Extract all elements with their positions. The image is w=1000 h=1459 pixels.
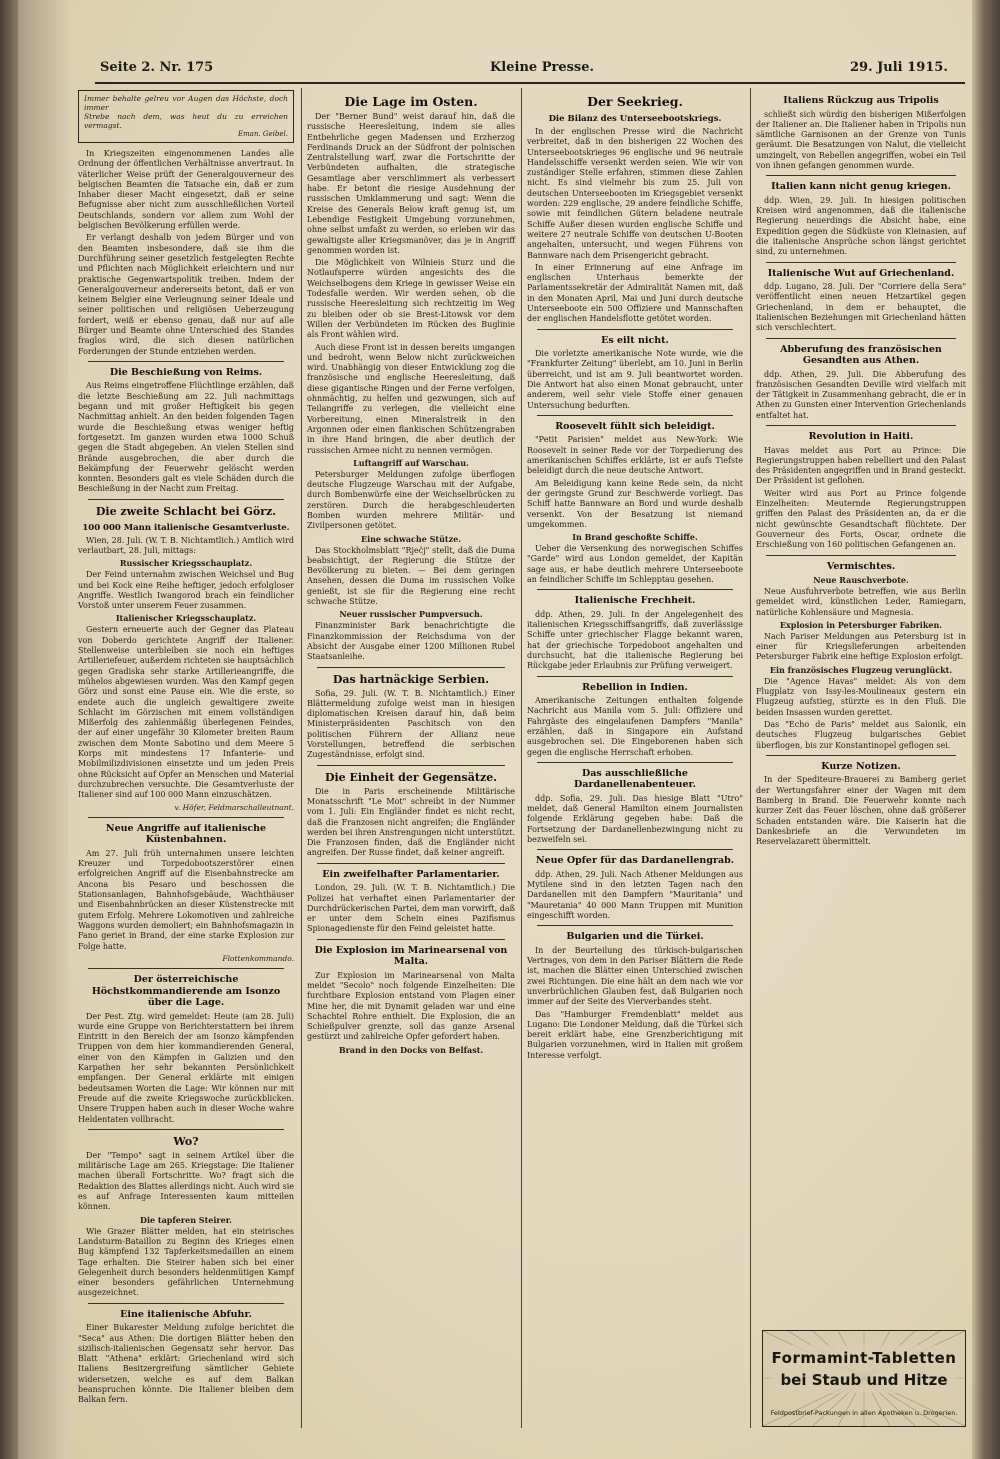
article-paragraph: Amerikanische Zeitungen enthalten folgende Nachricht aus Manila vom 5. Juli: Offiziere und Fahrgäste des eingelaufenen Dampfers "Manila" erzählen, daß in Singapore ein Aufstand ausgebrochen sei. Die Eingeborenen haben sich gegen die englische Herrschaft erhoben.	[527, 696, 743, 757]
article-headline: Ein zweifelhafter Parlamentarier.	[322, 868, 500, 880]
article-paragraph: Der Feind unternahm zwischen Weichsel und Bug und bei Kock eine Reihe heftiger, jedoch erfolgloser Angriffe. Westlich Iwangorod brach ein feindlicher Vorstoß unter unserem Feuer zusammen.	[78, 570, 294, 611]
column-1	[78, 90, 294, 1408]
motto-author: Eman. Geibel.	[238, 130, 288, 138]
article-headline: Es eilt nicht.	[601, 334, 669, 346]
column-2	[307, 90, 515, 1057]
article-headline: Das hartnäckige Serbien.	[332, 672, 490, 686]
article-headline: Das ausschließliche Dardanellenabenteuer.	[574, 767, 696, 791]
section-label: Brand in den Docks von Belfast.	[338, 1044, 484, 1055]
motto-line: Strebe nach dem, was heut du zu erreichen vermagst.	[84, 112, 288, 130]
article-headline: Die Einheit der Gegensätze.	[324, 770, 498, 784]
article-paragraph: Zur Explosion im Marinearsenal von Malta meldet "Secolo" noch folgende Einzelheiten: Die furchtbare Explosion entstand vom Plagen einer Mine her, die mit Dynamit geladen war und eine Schachtel Rohre enthielt. Die Explosion, die an Schießpulver grenzte, soll das ganze Arsenal gestürzt und zahlreiche Opfer gefordert haben.	[307, 970, 515, 1042]
section-label: Neuer russischer Pumpversuch.	[339, 609, 483, 620]
article-paragraph: In Kriegszeiten eingenommenen Landes alle Ordnung der öffentlichen Verhältnisse anvertraut. In väterlicher Weise prüft der Generalgouverneur des belgischen Beamten die Tatsache ein, daß er zum Inhaber dieser Macht eingesetzt, daß er seine Befugnisse aber nicht zum ausschließlichen Vorteil Deutschlands, sondern vor allem zum Wohl der belgischen Bevölkerung erfüllen werde.	[78, 149, 294, 231]
advertisement-formamint	[762, 1330, 966, 1427]
article-paragraph: schließt sich würdig den bisherigen Mißerfolgen der Italiener an. Die Italiener haben in Tripolis nun sämtliche Garnisonen an der Grenze von Tunis geräumt. Die Besatzungen von Nalut, die vielleicht umzingelt, von Rebellen angegriffen, wobei ein Teil von ihnen gefangen genommen wurde.	[756, 109, 966, 170]
ad-tagline: bei Staub und Hitze	[780, 1371, 948, 1389]
article-headline: Die Explosion im Marinearsenal von Malta.	[314, 944, 508, 968]
article-dateline: Wien, 28. Juli. (W. T. B. Nichtamtlich.) Amtlich wird verlautbart, 28. Juli, mittags:	[78, 535, 294, 555]
article-paragraph: ddp. Athen, 29. Juli. Die Abberufung des französischen Gesandten Deville wird vielfach mit der Tätigkeit in Zusammenhang gebracht, die er in Athen zu Gunsten einer Intervention Griechenlands entfaltet hat.	[756, 369, 966, 420]
article-subheadline: 100 000 Mann italienische Gesamtverluste.	[82, 522, 290, 533]
article-headline: Revolution in Haiti.	[808, 431, 914, 443]
article-headline: Rebellion in Indien.	[582, 681, 688, 693]
article-paragraph: Das "Echo de Paris" meldet aus Salonik, ein deutsches Flugzeug bulgarisches Gebiet überflogen, bis zur Konstantinopel geflogen sei.	[756, 719, 966, 750]
article-paragraph: Aus Reims eingetroffene Flüchtlinge erzählen, daß die letzte Beschießung am 22. Juli nachmittags begann und mit großer Heftigkeit bis gegen Nachmittag anhielt. An den beiden folgenden Tagen wurde die Beschießung etwas weniger heftig fortgesetzt. Im ganzen wurden etwa 1000 Schuß gegen die Stadt abgegeben. An vielen Stellen sind Brände ausgebrochen, die aber durch die Bekämpfung der Feuerwehr gelöscht werden konnten. Besonders galt es viele Schäden durch die Beschießung in der Nacht zum Freitag.	[78, 381, 294, 494]
article-headline: Eine italienische Abfuhr.	[120, 1308, 252, 1320]
column-divider	[301, 88, 302, 1428]
section-label: Ein französisches Flugzeug verunglückt.	[769, 664, 953, 675]
article-headline: Bulgarien und die Türkei.	[566, 931, 704, 943]
article-paragraph: "Petit Parisien" meldet aus New-York: Wie Roosevelt in seiner Rede vor der Torpedierung des amerikanischen Schiffes erklärte, ist er aufs Tiefste beleidigt durch die neue deutsche Antwort.	[527, 435, 743, 476]
motto-line: Immer behalte gelreu vor Augen das Höchste, doch immer	[84, 94, 288, 112]
article-signature: Flottenkommando.	[222, 953, 294, 963]
article-headline: Italien kann nicht genug kriegen.	[771, 181, 951, 193]
ad-product-name: Formamint-Tabletten	[771, 1349, 957, 1367]
article-paragraph: ddp. Athen, 29. Juli. In der Angelegenheit des italienischen Kriegsschiffsangriffs, daß zuverlässige Schiffe unter griechischer Flagge bekannt waren, hat der griechische Torpedoboot angehalten und durchsucht, hat die italienische Regierung bei Rückgabe jeder Erlaubnis zur Prüfung verweigert.	[527, 609, 743, 671]
article-paragraph: ddp. Wien, 29. Juli. In hiesigen politischen Kreisen wird angenommen, daß die italienische Regierung neuerdings die Absicht habe, eine Expedition gegen die Südküste von Kleinasien, auf die italienische Ansprüche schon längst gerichtet sind, zu unternehmen.	[756, 195, 966, 257]
article-paragraph: Sofia, 29. Juli. (W. T. B. Nichtamtlich.) Einer Blättermeldung zufolge weist man in hiesigen diplomatischen Kreisen darauf hin, daß beim Ministerpräsidenten Paschitsch von den politischen Führern der Allianz neue Vorstellungen, betreffend die serbischen Zugeständnisse, erfolgt sind.	[307, 688, 515, 760]
column-4	[756, 90, 966, 849]
section-label: Neue Rauschverbote.	[813, 575, 909, 585]
page-number: Seite 2. Nr. 175	[100, 60, 214, 75]
article-paragraph: In der Beurteilung des türkisch-bulgarischen Vertrages, von dem in den Pariser Blättern die Rede ist, machen die Blätter einen Unterschied zwischen zwei Richtungen. Die eine hält an dem nach wie vor unverbrüchlichen Glauben fest, daß Bulgarien noch immer auf der Seite des Vierverbandes steht.	[527, 945, 743, 1007]
article-headline: Die Lage im Osten.	[344, 94, 478, 109]
paper-title: Kleine Presse.	[490, 60, 595, 75]
article-paragraph: Finanzminister Bark benachrichtigte die Finanzkommission der Reichsduma von der Absicht der Ausgabe einer 1200 Millionen Rubel Staatsanleihe.	[307, 621, 515, 662]
article-paragraph: Nach Pariser Meldungen aus Petersburg ist in einer für Kriegslieferungen arbeitenden Petersburger Fabrik eine heftige Explosion erfolgt.	[756, 631, 966, 662]
article-paragraph: Am 27. Juli früh unternahmen unsere leichten Kreuzer und Torpedobootszerstörer einen erfolgreichen Angriff auf die Eisenbahnstrecke am Ancona bis Pesaro und beschossen die Stationsanlagen, Bahnhofsgebäude, Wachthäuser und Eisenbahnbrücken an dieser Küstenstrecke mit gutem Erfolg. Mehrere Lokomotiven und zahlreiche Waggons wurden demoliert; ein Bahnhofsmagazin in Fano geriet in Brand, der eine starke Explosion zur Folge hatte.	[78, 848, 294, 951]
column-divider	[750, 88, 751, 1428]
article-paragraph: In einer Erinnerung auf eine Anfrage im englischen Unterhaus bemerkte der Parlamentssekretär der Admiralität Namen mit, daß in den Monaten April, Mai und Juni durch deutsche Unterseeboote ein 500 Offiziere und Mannschaften der englischen Handelsflotte getötet worden.	[527, 262, 743, 324]
article-paragraph: Auch diese Front ist in dessen bereits umgangen und bedroht, wenn Below nicht zurückweichen wird. Unabhängig von dieser Entwicklung zog die französische und englische Heeresleitung, daß diese gigantische Ringen und der Ferne verfolgen, ohnmächtig, zu helfen und gezwungen, sich auf Teilangriffe zu verlegen, die vielleicht eine Vorbereitung, einen Mineralstreik in den Argonnen oder einen flankischen Schützengraben in ihre Hand bringen, die aber deutlich der russischen Armee nicht zu nennen vermögen.	[307, 342, 515, 455]
article-headline: Neue Opfer für das Dardanellengrab.	[535, 855, 735, 867]
article-paragraph: Das Stockholmsblatt "Rječj" stellt, daß die Duma beabsichtigt, der Regierung die Stütze der Bevölkerung zu bieten. — Bei dem geringen Ansehen, dessen die Duma im russischen Volke genießt, ist sie für die Regierung eine recht schwache Stütze.	[307, 545, 515, 607]
motto-box	[78, 90, 294, 143]
article-paragraph: Weiter wird aus Port au Prince folgende Einzelheiten: Meuternde Regierungstruppen griffen den Palast des Präsidenten an, da er die nicht gewünschte Gesandtschaft flüchtete. Der Gouverneur des Forts, Oscar, ordnete die Erschießung von 160 politischen Gefangenen an.	[756, 488, 966, 550]
page-edge	[972, 0, 1000, 1459]
article-paragraph: London, 29. Juli. (W. T. B. Nichtamtlich.) Die Polizei hat verhaftet einen Parlamentarier der Durchdrückerischen Partei, dem man vorwirft, daß er unter dem Schein eines Pazifismus Spionagedienste für den Feind geleistet hatte.	[307, 883, 515, 934]
column-divider	[521, 88, 522, 1428]
book-binding	[0, 0, 68, 1459]
issue-date: 29. Juli 1915.	[850, 60, 948, 75]
article-headline: Italiens Rückzug aus Tripolis	[783, 95, 939, 106]
article-paragraph: Die in Paris erscheinende Militärische Monatsschrift "Le Mot" schreibt in der Nummer vom 1. Juli: Ein Engländer findet es nicht recht, daß die Franzosen nicht angreifen; die Engländer werden bei ihren Anstrengungen nicht unterstützt. Die Franzosen finden, daß die Engländer nicht angreifen. Der Russe findet, daß keiner angreift.	[307, 786, 515, 858]
article-paragraph: ddp. Athen, 29. Juli. Nach Athener Meldungen aus Mytilene sind in den letzten Tagen nach den Dardanellen mit den Dampfern "Mauritania" und "Mauretania" 40 000 Mann Truppen mit Munition eingeschifft worden.	[527, 869, 743, 921]
section-label: Explosion in Petersburger Fabriken.	[779, 619, 943, 630]
article-paragraph: Am Beleidigung kann keine Rede sein, da nicht der geringste Grund zur Beschwerde vorliegt. Das Schiff hatte Bannware an Bord und wurde deshalb versenkt. Von der Besatzung ist niemand umgekommen.	[527, 478, 743, 529]
article-headline: Der österreichische Höchstkommandierende am Isonzo über die Lage.	[91, 974, 281, 1009]
article-paragraph: Wie Grazer Blätter melden, hat ein steirisches Landsturm-Bataillon zu Beginn des Krieges einen Bug kämpfend 132 Tapferkeitsmedaillen an einem Tage erhalten. Die Steirer haben sich bei einer Gelegenheit durch besonders heldenmütigen Kampf einer besonders gefährlichen Unternehmung ausgezeichnet.	[78, 1226, 294, 1298]
article-paragraph: Die "Agence Havas" meldet: Als von dem Flugplatz von Issy-les-Moulineaux gestern ein Flugzeug aufstieg, stürzte es in den Fluß. Die beiden Insassen wurden gerettet.	[756, 676, 966, 717]
article-paragraph: Havas meldet aus Port au Prince: Die Regierungstruppen haben rebelliert und den Palast des Präsidenten angegriffen und in Brand gesteckt. Der Präsident ist geflohen.	[756, 445, 966, 486]
article-paragraph: ddp. Sofia, 29. Juli. Das hiesige Blatt "Utro" meldet, daß General Hamilton einem Journalisten folgende Erklärung gegeben habe: Daß die Fortsetzung der Dardanellenbezwingung nicht zu bezweifeln sei.	[527, 793, 743, 845]
article-headline: Italienische Wut auf Griechenland.	[767, 267, 955, 279]
article-signature: v. Höfer, Feldmarschalleutnant.	[174, 802, 294, 812]
article-paragraph: Die vorletzte amerikanische Note wurde, wie die "Frankfurter Zeitung" überlebt, am 10. Juni in Berlin überreicht, und ist am 9. Juli beantwortet worden. Die Antwort hat also einen Monat gebraucht, unter anderem, weil sehr viele Stoffe einer genauen Untersuchung bedurften.	[527, 349, 743, 410]
article-paragraph: Die Möglichkeit von Wilnieis Sturz und die Notlaufsperre würden angesichts des die Weichselbogens dem Kriege in gewisser Weise ein Todesfalle werden. Wir werden sehen, ob die russische Heeresleitung sich rechtzeitig im Weg zu bleiben oder ob sie Brest-Litowsk vor dem Willen der Verbündeten im Rücken des Buglinie als Front wählen wird.	[307, 258, 515, 340]
article-headline: Der Seekrieg.	[587, 94, 683, 109]
section-label: Die tapferen Steirer.	[140, 1214, 232, 1225]
article-paragraph: ddp. Lugano, 28. Juli. Der "Corriere della Sera" veröffentlicht einen neuen Hetzartikel gegen Griechenland, in dem er behauptet, die italienischen Beziehungen mit Griechenland hätten sich verschlechtert.	[756, 282, 966, 333]
article-paragraph: Der "Tempo" sagt in seinem Artikel über die militärische Lage am 265. Kriegstage: Die Italiener machen überall Fortschritte. Wo? fragt sich die Redaktion des Blattes allerdings nicht. Auch wird sie es auf Anfrage Interessenten kaum mitteilen können.	[78, 1150, 294, 1212]
article-headline: Die zweite Schlacht bei Görz.	[95, 504, 277, 518]
article-headline: Kurze Notizen.	[821, 760, 901, 772]
article-headline: Wo?	[173, 1134, 199, 1148]
article-paragraph: Neue Ausfuhrverbote betreffen, wie aus Berlin gemeldet wird, künstlichen Leder, Ramiegarn, natürliche Kohlensäure und Magnesia.	[756, 587, 966, 617]
article-paragraph: In der Spediteure-Brauerei zu Bamberg geriet der Wertungsfahrer einer der Wagen mit dem Bamberg in Brand. Die Feuerwehr konnte nach kurzer Zeit das Feuer löschen, ohne daß größerer Schaden entstanden wäre. Die Kaiserin hat die Dankesbriefe an die Verwundeten im Reservelazarett übermittelt.	[756, 775, 966, 847]
article-paragraph: Einer Bukarester Meldung zufolge berichtet die "Seca" aus Athen: Die dortigen Blätter heben den sizilisch-italienischen Gegensatz sehr hervor. Das Blatt "Athena" erklärt: Griechenland wird sich Italiens Besitzergreifung sämtlicher Gebiete widersetzen, welche es auf dem Balkan beanspruchen könnte. Die Italiener bleiben dem Balkan fern.	[78, 1323, 294, 1405]
column-3	[527, 90, 743, 1063]
article-paragraph: Das "Hamburger Fremdenblatt" meldet aus Lugano: Die Londoner Meldung, daß die Türkei sich bereit erklärt habe, eine Grenzberichtigung mit Bulgarien vorzunehmen, wird in Italien mit großem Interesse verfolgt.	[527, 1009, 743, 1060]
section-label: Italienischer Kriegsschauplatz.	[115, 613, 257, 624]
article-paragraph: Ueber die Versenkung des norwegischen Schiffes "Garde" wird aus London gemeldet, der Kapitän sage aus, er habe deutlich mehrere Unterseeboote an feindlicher Schiffe im Schlepptau gesehen.	[527, 544, 743, 584]
article-paragraph: Der Pest. Ztg. wird gemeldet: Heute (am 28. Juli) wurde eine Gruppe von Berichterstattern bei ihrem Eintritt in den Bereich der am Isonzo kämpfenden Truppen von dem hier kommandierenden General, einer von den Kämpfen in Galizien und den Karpathen her sehr bekannten Persönlichkeit empfangen. Der General erklärte mit einigen bedeutsamen Worten die Lage: Wir können nur mit Freude auf die zweite Kriegswoche zurückblicken. Unsere Truppen haben auch in dieser Woche wahre Heldentaten vollbracht.	[78, 1011, 294, 1124]
section-label: Eine schwache Stütze.	[360, 533, 462, 544]
section-label: Luftangriff auf Warschau.	[353, 457, 469, 468]
article-headline: Vermischtes.	[826, 560, 896, 572]
article-headline: Roosevelt fühlt sich beleidigt.	[555, 420, 715, 432]
article-paragraph: Er verlangt deshalb von jedem Bürger und von den Beamten insbesondere, daß sie ihm die Durchführung seiner gesetzlich festgelegten Rechte und Pflichten nach Möglichkeit erleichtern und nur praktische Gegenwartspolitik treiben. Indem der Generalgouverneur andererseits betont, daß er von keinem Belgier eine Verleugnung seiner Ideale und seiner politischen und religiösen Ueberzeugung fordert, weiß er ebenso genau, daß nur auf alle Bürger und Beamte ohne Unterschied des Standes fraglos wird, die sich diesen natürlichen Forderungen der Stunde entziehen werden.	[78, 233, 294, 356]
header-rule	[95, 82, 965, 84]
article-headline: Abberufung des französischen Gesandten aus Athen.	[780, 343, 942, 367]
article-headline: Italienische Frechheit.	[574, 595, 696, 607]
article-subheadline: Die Bilanz des Unterseebootskriegs.	[548, 114, 722, 124]
article-paragraph: In der englischen Presse wird die Nachricht verbreitet, daß in den bisherigen 22 Wochen des Unterseebootskrieges 96 englische und 96 neutrale Handelsschiffe versenkt werden seien. Wie wir von zuständiger Stelle erfahren, stimmen diese Zahlen nicht. Es sind vielmehr bis zum 25. Juli von deutschen Unterseebooten im Kriegsgebiet versenkt worden: 229 englische, 29 andere feindliche Schiffe, sowie mit feindlichen Gütern beladene neutrale Schiffe Außer diesen wurden englische Schiffe und weitere 27 neutrale Schiffe von deutschen U-Booten angehalten, untersucht, und wegen Führens von Bannware nach dem Prisengericht gebracht.	[527, 127, 743, 260]
article-headline: Die Beschießung von Reims.	[109, 366, 263, 378]
article-paragraph: Gestern erneuerte auch der Gegner das Plateau von Doberdo gerichtete Angriff der Italiener. Stellenweise unterbleiben sie noch ein heftiges Artilleriefeuer, außerdem richteten sie hauptsächlich gegen Gradiska sehr starke Artillerieangriffe, die mühelos abgewiesen wurden. Was den Kampf gegen Görz und sonst eine Pause ein. Wie die erste, so endete auch die ungleich gewaltigere zweite Schlacht im Görzischen mit einem vollständigen Mißerfolg des zahlenmäßig überlegenen Feindes, der auf einer ungefähr 30 Kilometer breiten Raum zwischen dem Monte Sabotino und dem Meere 5 Korps mit mindestens 17 Infanterie- und Mobilmilizdivisionen einsetzte und um jeden Preis ohne Rücksicht auf Opfer an Menschen und Material durchzubrechen versuchte. Die Gesamtverluste der Italiener sind auf 100 000 Mann einzuschätzen.	[78, 625, 294, 800]
ad-fineprint: Feldpostbrief-Packungen in allen Apotheken u. Drogerien.	[770, 1409, 958, 1417]
article-paragraph: Petersburger Meldungen zufolge überflogen deutsche Flugzeuge Warschau mit der Aufgabe, durch Bombenwürfe eine der Weichselbrücken zu zerstören. Durch die herabgeschleuderten Bomben wurden mehrere Militär- und Zivilpersonen getötet.	[307, 469, 515, 531]
article-paragraph: Der "Berner Bund" weist darauf hin, daß die russische Heeresleitung, indem sie alles Entbehrliche gegen Madensen und Erzherzog Ferdinands Druck an der Südfront der polnischen Zentralstellung warf, zwar die Fortschritte der Verbündeten aufhalten, die strategische Gesamtlage aber verschlimmert als verbessert habe. Er betont die riesige Ausdehnung der russischen Umklammerung und sagt: Wenn die Kreise des Generals Below kraft genug ist, um Lebendige Festigkeit Umgebung vorzunehmen, ohne selbst umfaßt zu werden, so erleben wir das gewaltigste aller Kriegsmanöver, das je in Angriff genommen worden ist.	[307, 112, 515, 255]
article-headline: Neue Angriffe auf italienische Küstenbahnen.	[105, 822, 267, 846]
section-label: In Brand geschoßte Schiffe.	[572, 532, 698, 543]
section-label: Russischer Kriegsschauplatz.	[119, 558, 253, 569]
